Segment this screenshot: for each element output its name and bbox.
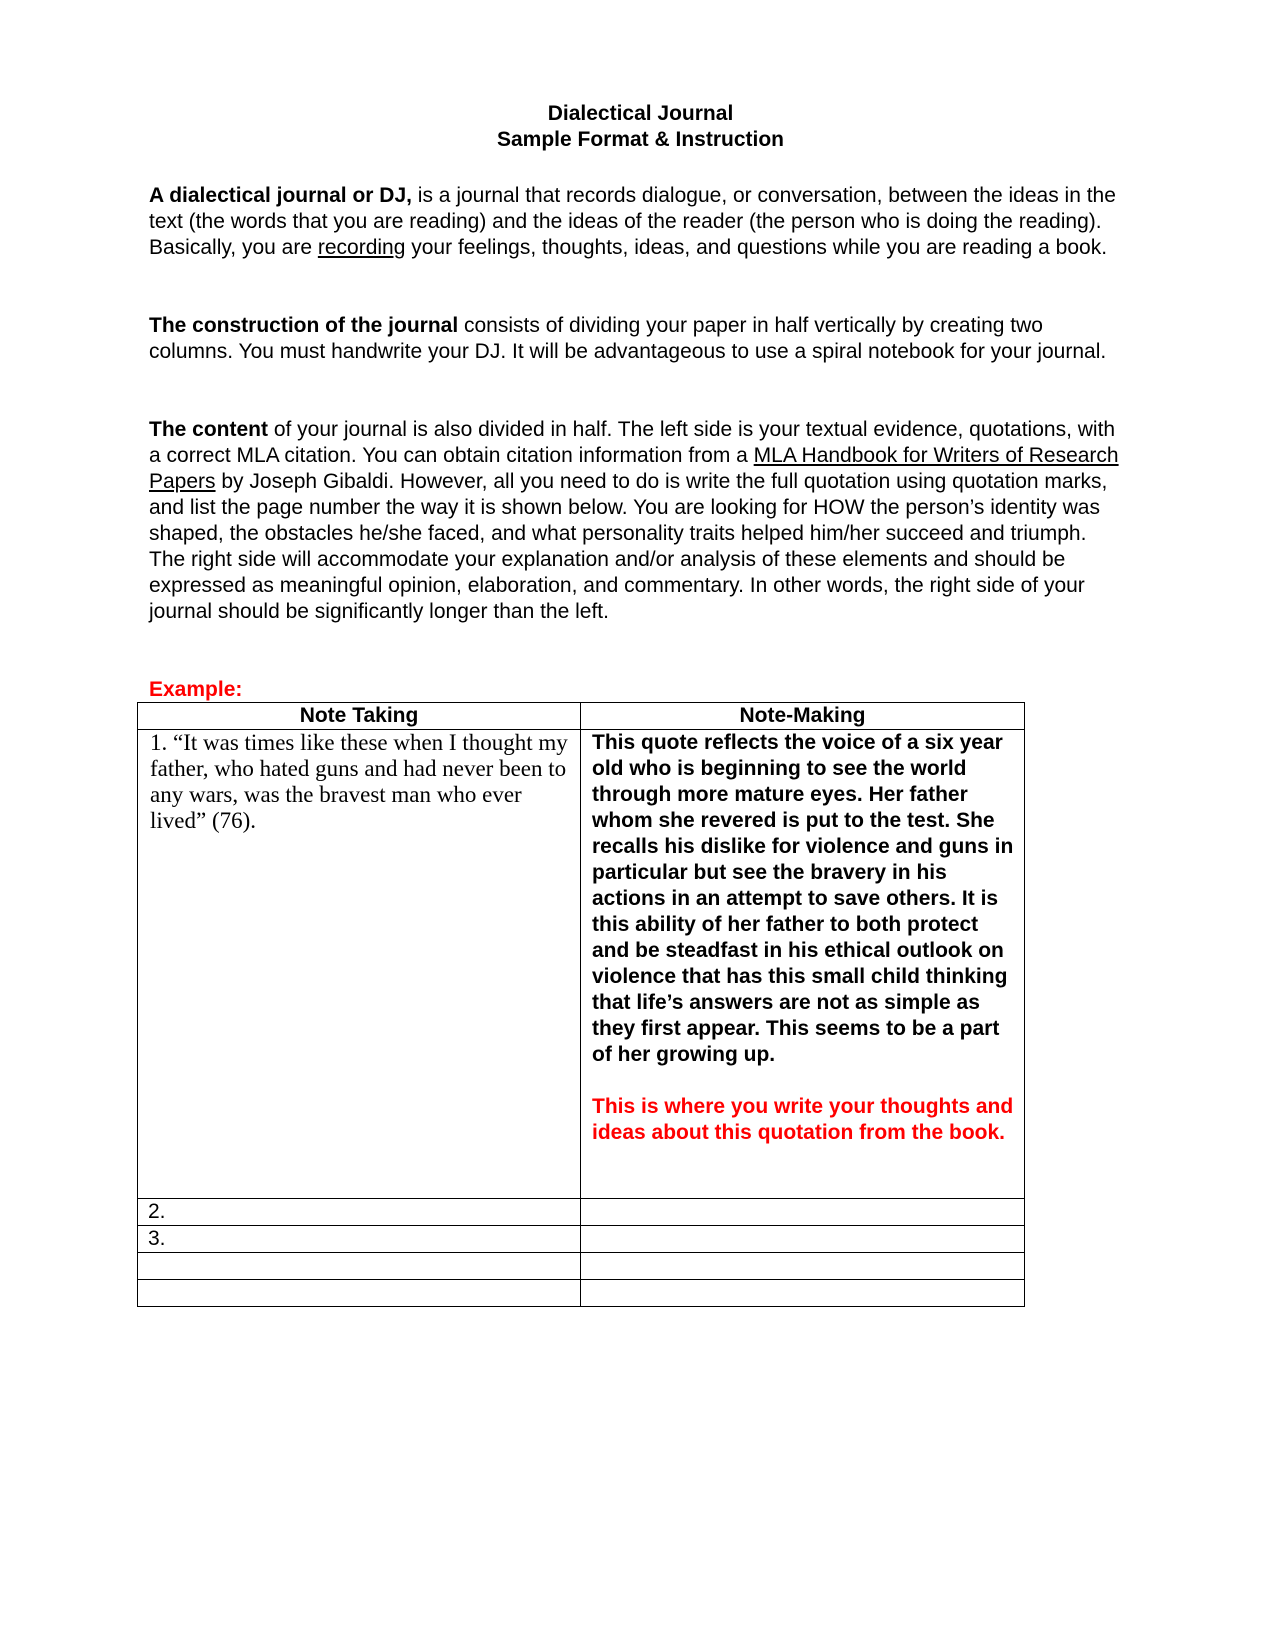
note-instruction: This is where you write your thoughts and ideas about this quotation from the book. bbox=[592, 1095, 1014, 1144]
journal-table bbox=[137, 702, 1025, 1307]
content-paragraph bbox=[149, 417, 1124, 625]
row-right-cell bbox=[581, 1253, 1025, 1280]
definition-lead: A dialectical journal or DJ, bbox=[149, 184, 412, 207]
example-label: Example: bbox=[149, 678, 243, 701]
document-title bbox=[0, 101, 1275, 153]
table-row bbox=[138, 1199, 1025, 1226]
row-right-cell bbox=[581, 1199, 1025, 1226]
row-right-cell bbox=[581, 1280, 1025, 1307]
row-left-cell: 3. bbox=[138, 1226, 581, 1253]
row-left-cell bbox=[138, 1280, 581, 1307]
table-row bbox=[138, 1226, 1025, 1253]
construction-lead: The construction of the journal bbox=[149, 314, 459, 337]
construction-paragraph bbox=[149, 313, 1124, 365]
content-lead: The content bbox=[149, 418, 268, 441]
title-line-1: Dialectical Journal bbox=[547, 102, 734, 125]
note-cell bbox=[581, 730, 1025, 1199]
header-note-making: Note-Making bbox=[581, 703, 1025, 730]
construction-text: consists of dividing your paper in half vertically by creating two columns. You must handwrite your DJ. It will be advantageous to use a spiral notebook for your journal. bbox=[149, 314, 1107, 363]
definition-text-1: is a journal that records dialogue, or conversation, between the ideas in the text (the words that you are reading) and the ideas of the reader (the person who is doing the reading). Basically, you are bbox=[149, 184, 1116, 259]
quote-cell: 1. “It was times like these when I thought my father, who hated guns and had never been to any wars, was the bravest man who ever lived” (76). bbox=[138, 730, 581, 1199]
content-text-2: by Joseph Gibaldi. However, all you need to do is write the full quotation using quotation marks, and list the page number the way it is shown below. You are looking for HOW the person’s identity was shaped, the obstacles he/she faced, and what personality traits helped him/her succeed and triumph. The right side will accommodate your explanation and/or analysis of these elements and should be expressed as meaningful opinion, elaboration, and commentary. In other words, the right side of your journal should be significantly longer than the left. bbox=[149, 470, 1108, 623]
table-row bbox=[138, 1280, 1025, 1307]
recording-underlined: recording bbox=[317, 236, 406, 259]
content-text-1: of your journal is also divided in half. The left side is your textual evidence, quotations, with a correct MLA citation. You can obtain citation information from a bbox=[149, 418, 1116, 467]
table-row bbox=[138, 1253, 1025, 1280]
table-header-row bbox=[138, 703, 1025, 730]
header-note-taking: Note Taking bbox=[138, 703, 581, 730]
row-left-cell: 2. bbox=[138, 1199, 581, 1226]
mla-handbook-underlined: MLA Handbook for Writers of Research Papers bbox=[149, 444, 1119, 493]
row-left-cell bbox=[138, 1253, 581, 1280]
table-row bbox=[138, 730, 1025, 1199]
note-commentary: This quote reflects the voice of a six year old who is beginning to see the world through more mature eyes. Her father whom she revered is put to the test. She recalls his dislike for violence and guns in particular but see the bravery in his actions in an attempt to save others. It is this ability of her father to both protect and be steadfast in his ethical outlook on violence that has this small child thinking that life’s answers are not as simple as they first appear. This seems to be a part of her growing up. bbox=[592, 731, 1014, 1066]
title-line-2: Sample Format & Instruction bbox=[496, 128, 785, 151]
definition-text-2: your feelings, thoughts, ideas, and questions while you are reading a book. bbox=[405, 236, 1108, 259]
row-right-cell bbox=[581, 1226, 1025, 1253]
definition-paragraph bbox=[149, 183, 1124, 261]
